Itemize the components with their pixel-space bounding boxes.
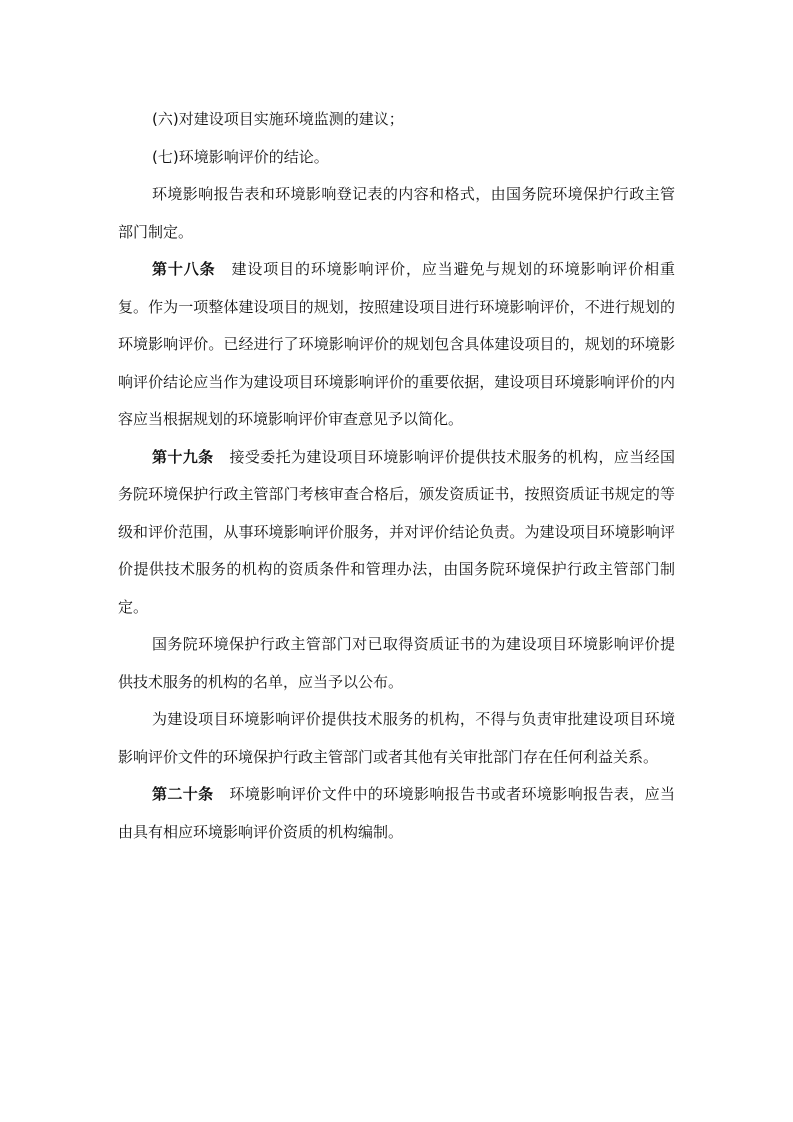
paragraph-no-interest: 为建设项目环境影响评价提供技术服务的机构，不得与负责审批建设项目环境影响评价文件的环境保护行政主管部门或者其他有关审批部门存在任何利益关系。: [118, 710, 675, 766]
paragraph-article-18: [118, 251, 675, 439]
paragraph-item-6: (六)对建设项目实施环境监测的建议；: [152, 110, 404, 128]
article-18-label: 第十八条: [152, 260, 216, 278]
article-19-label: 第十九条: [152, 447, 214, 466]
article-19-text: 接受委托为建设项目环境影响评价提供技术服务的机构，应当经国务院环境保护行政主管部门考核审查合格后，颁发资质证书，按照资质证书规定的等级和评价范围，从事环境影响评价服务，并对评价结论负责。为建设项目环境影响评价提供技术服务的机构的资质条件和管理办法，由国务院环境保护行政主管部门制定。: [118, 447, 675, 616]
paragraph-article-20: [118, 776, 675, 851]
paragraph-report-format: 环境影响报告表和环境影响登记表的内容和格式，由国务院环境保护行政主管部门制定。: [118, 185, 675, 241]
paragraph-publish-list: 国务院环境保护行政主管部门对已取得资质证书的为建设项目环境影响评价提供技术服务的机构的名单，应当予以公布。: [118, 635, 675, 691]
article-20-label: 第二十条: [152, 785, 214, 803]
article-18-text: 建设项目的环境影响评价，应当避免与规划的环境影响评价相重复。作为一项整体建设项目的规划，按照建设项目进行环境影响评价，不进行规划的环境影响评价。已经进行了环境影响评价的规划包含具体建设项目的，规划的环境影响评价结论应当作为建设项目环境影响评价的重要依据，建设项目环境影响评价的内容应当根据规划的环境影响评价审查意见予以简化。: [118, 260, 675, 428]
paragraph-item-7: (七)环境影响评价的结论。: [152, 147, 329, 166]
paragraph-article-19: [118, 439, 675, 627]
article-20-text: 环境影响评价文件中的环境影响报告书或者环境影响报告表，应当由具有相应环境影响评价资质的机构编制。: [118, 785, 675, 841]
